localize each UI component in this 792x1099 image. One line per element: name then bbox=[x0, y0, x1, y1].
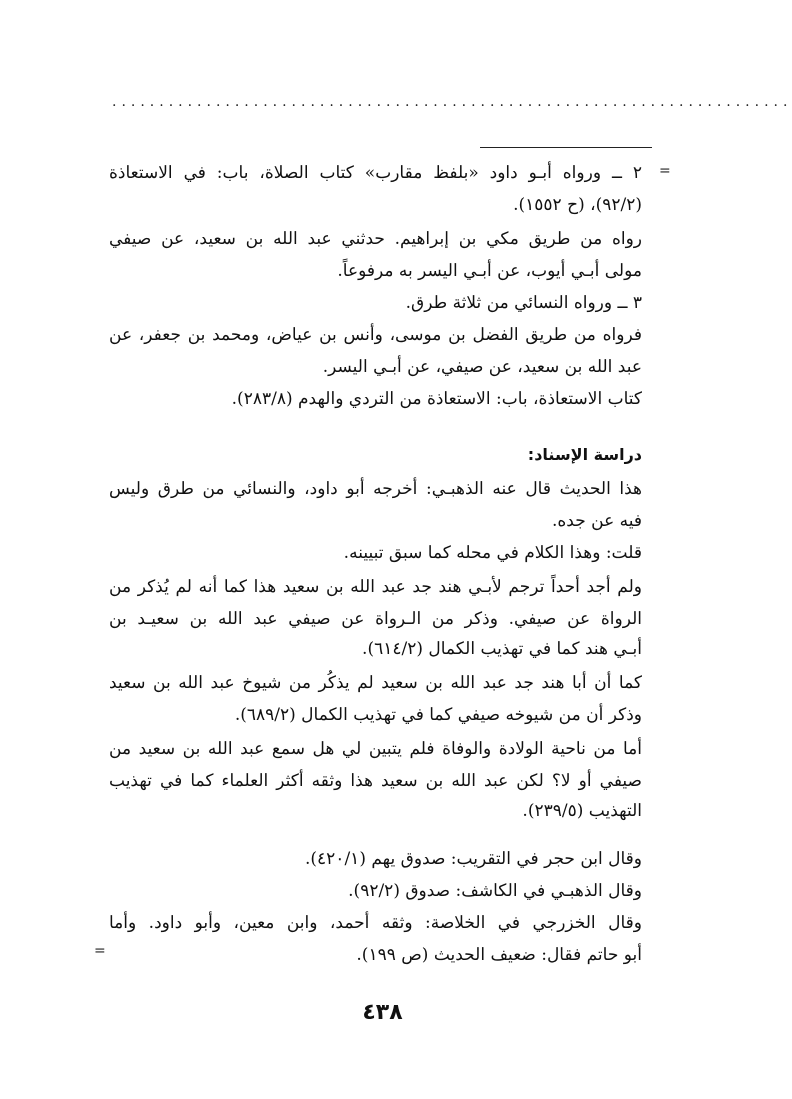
text-line-3: رواه من طريق مكي بن إبراهيم. حدثني عبد الله بن سعيد، عن صيفي bbox=[109, 229, 642, 249]
footnote-separator-rule bbox=[480, 147, 652, 148]
footnote-continuation-marker-bottom: = bbox=[94, 943, 106, 959]
text-line-17: أما من ناحية الولادة والوفاة فلم يتبين لي هل سمع عبد الله بن سعيد من bbox=[109, 739, 642, 759]
text-line-2: (٩٢/٢)، (ح ١٥٥٢). bbox=[513, 195, 642, 215]
text-line-14: أبـي هند كما في تهذيب الكمال (٦١٤/٢). bbox=[362, 639, 642, 659]
section-heading: دراسة الإسناد: bbox=[527, 445, 642, 464]
text-line-22: وقال الخزرجي في الخلاصة: وثقه أحمد، وابن معين، وأبو داود. وأما bbox=[109, 913, 642, 933]
text-line-23: أبو حاتم فقال: ضعيف الحديث (ص ١٩٩). bbox=[356, 945, 642, 965]
text-line-7: عبد الله بن سعيد، عن صيفي، عن أبـي اليسر. bbox=[322, 357, 642, 377]
text-line-9: هذا الحديث قال عنه الذهبـي: أخرجه أبو داود، والنسائي من طرق وليس bbox=[109, 479, 642, 499]
text-line-8: كتاب الاستعاذة، باب: الاستعاذة من التردي والهدم (٢٨٣/٨). bbox=[231, 389, 642, 409]
text-line-1: ٢ ــ ورواه أبـو داود «بلفظ مقارب» كتاب الصلاة، باب: في الاستعاذة bbox=[109, 163, 642, 183]
text-line-19: التهذيب (٢٣٩/٥). bbox=[522, 801, 642, 821]
text-line-10: فيه عن جده. bbox=[551, 511, 642, 531]
text-line-5: ٣ ــ ورواه النسائي من ثلاثة طرق. bbox=[405, 293, 642, 313]
text-line-11: قلت: وهذا الكلام في محله كما سبق تبيينه. bbox=[343, 543, 642, 563]
page-number: ٤٣٨ bbox=[362, 1000, 403, 1025]
text-line-20: وقال ابن حجر في التقريب: صدوق يهم (٤٢٠/١). bbox=[305, 849, 642, 869]
text-line-13: الرواة عن صيفي. وذكر من الـرواة عن صيفي عبد الله بن سعيـد بن bbox=[109, 609, 642, 629]
text-line-12: ولم أجد أحداً ترجم لأبـي هند جد عبد الله بن سعيد هذا كما أنه لم يُذكر من bbox=[109, 577, 642, 597]
text-line-21: وقال الذهبـي في الكاشف: صدوق (٩٢/٢). bbox=[348, 881, 642, 901]
text-line-18: صيفي أو لا؟ لكن عبد الله بن سعيد هذا وثقه أكثر العلماء كما في تهذيب bbox=[109, 771, 642, 791]
text-line-16: وذكر أن من شيوخه صيفي كما في تهذيب الكمال (٦٨٩/٢). bbox=[234, 705, 642, 725]
text-line-15: كما أن أبا هند جد عبد الله بن سعيد لم يذكُر من شيوخ عبد الله بن سعيد bbox=[109, 673, 642, 693]
text-line-4: مولى أبـي أيوب، عن أبـي اليسر به مرفوعاً. bbox=[337, 261, 642, 281]
header-dot-leader: ........................................................................ bbox=[112, 94, 792, 110]
text-line-6: فرواه من طريق الفضل بن موسى، وأنس بن عياض، ومحمد بن جعفر، عن bbox=[109, 325, 642, 345]
footnote-continuation-marker-top: = bbox=[659, 163, 671, 179]
